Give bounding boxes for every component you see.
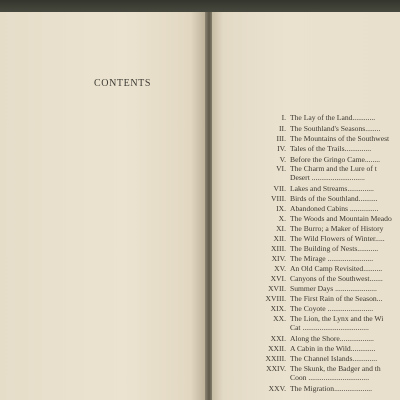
toc-entry-title: Coon ................................: [290, 373, 370, 382]
toc-entry-title: Desert ............................: [290, 173, 365, 182]
toc-entry-title: The First Rain of the Season...: [290, 294, 383, 303]
toc-entry-title: Cat ...................................: [290, 323, 369, 332]
toc-entry-number: XXII.: [268, 344, 286, 353]
toc-entry-title: Along the Shore..................: [290, 334, 374, 343]
toc-entry-number: V.: [279, 155, 286, 164]
toc-entry-number: I.: [281, 113, 286, 122]
toc-entry-number: XVI.: [270, 274, 286, 283]
toc-entry-title: The Wild Flowers of Winter.....: [290, 234, 385, 243]
toc-entry-title: Lakes and Streams..............: [290, 184, 374, 193]
toc-entry-title: The Lay of the Land............: [290, 113, 376, 122]
toc-entry-title: The Building of Nests...........: [290, 244, 379, 253]
toc-entry-number: XXIV.: [266, 364, 286, 373]
toc-entry-number: VII.: [273, 184, 286, 193]
toc-entry-number: XXV.: [268, 384, 286, 393]
toc-entry-title: The Mountains of the Southwest: [290, 134, 390, 143]
toc-entry-title: Canyons of the Southwest.......: [290, 274, 383, 283]
toc-entry-number: III.: [276, 134, 286, 143]
toc-entry-number: XI.: [276, 224, 286, 233]
toc-entry-number: XII.: [273, 234, 286, 243]
toc-entry-title: Before the Gringo Came........: [290, 155, 381, 164]
toc-entry-number: XVII.: [268, 284, 286, 293]
toc-entry-number: XIV.: [271, 254, 286, 263]
toc-entry-number: XIX.: [270, 304, 286, 313]
toc-entry-number: VI.: [276, 164, 286, 173]
toc-entry-number: XX.: [273, 314, 286, 323]
toc-entry-number: XXI.: [270, 334, 286, 343]
toc-entry-title: The Migration....................: [290, 384, 373, 393]
toc-entry-title: The Burro; a Maker of History: [290, 224, 384, 233]
toc-entry-number: XV.: [274, 264, 286, 273]
toc-entry-title: The Channel Islands.............: [290, 354, 378, 363]
toc-entry-title: The Lion, the Lynx and the Wi: [290, 314, 384, 323]
toc-entry-number: XIII.: [271, 244, 286, 253]
toc-entry-title: Summer Days ......................: [290, 284, 377, 293]
toc-entry-number: II.: [279, 124, 286, 133]
toc-entry-title: Abandoned Cabins ...............: [290, 204, 379, 213]
toc-entry-number: VIII.: [271, 194, 286, 203]
toc-entry-title: The Coyote ........................: [290, 304, 374, 313]
toc-entry-title: Birds of the Southland..........: [290, 194, 378, 203]
toc-entry-number: XVIII.: [265, 294, 286, 303]
toc-entry-number: IV.: [277, 144, 286, 153]
contents-heading: CONTENTS: [94, 78, 152, 89]
toc-entry-title: Tales of the Trails..............: [290, 144, 372, 153]
toc-entry-title: A Cabin in the Wild.............: [290, 344, 376, 353]
toc-entry-number: IX.: [276, 204, 286, 213]
toc-entry-title: The Skunk, the Badger and th: [290, 364, 381, 373]
toc-entry-title: The Mirage ........................: [290, 254, 374, 263]
toc-entry-number: X.: [278, 214, 286, 223]
toc-entry-number: XXIII.: [265, 354, 286, 363]
toc-entry-title: The Charm and the Lure of t: [290, 164, 377, 173]
toc-entry-title: The Southland's Seasons........: [290, 124, 381, 133]
toc-entry-title: The Woods and Mountain Meado: [290, 214, 392, 223]
toc-entry-title: An Old Camp Revisited..........: [290, 264, 383, 273]
